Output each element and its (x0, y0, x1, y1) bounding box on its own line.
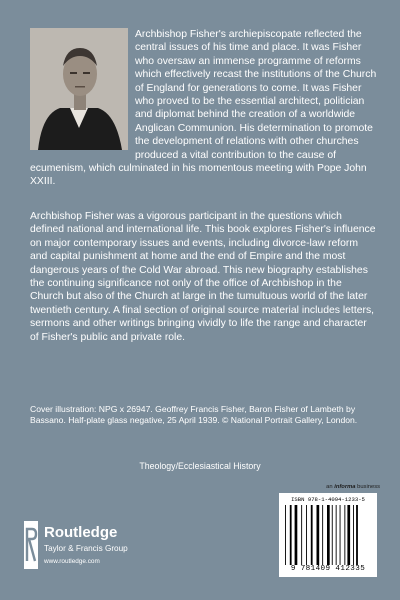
isbn-text: ISBN 978-1-4094-1233-5 (291, 496, 365, 503)
isbn-barcode (279, 493, 377, 577)
informa-suffix: business (357, 484, 380, 490)
informa-prefix: an (326, 484, 333, 490)
intro-text: Archbishop Fisher's archiepiscopate reflected the central issues of his time and place. It was Fisher who oversaw an immense programme of reforms which effectively recast the institutions of the Church of England for generations to come. It was Fisher who proved to be the essential architect, politician and diplomat behind the creation of a worldwide Anglican Communion. His determination to promote the development of relations with other churches produced a vital contribution to the cause of ecumenism, which culminated in his momentous meeting with Pope John XXIII. (30, 29, 377, 188)
publisher-name: Routledge (44, 524, 118, 541)
informa-business-line (326, 484, 380, 490)
routledge-logo (24, 521, 194, 571)
informa-brand: informa (334, 484, 356, 490)
publisher-group: Taylor & Francis Group (44, 544, 128, 553)
body-paragraph: Archbishop Fisher was a vigorous participant in the questions which defined national and international life. This book explores Fisher's influence on major contemporary issues and events, including divorce-law reform and capital punishment at home and the end of Empire and the most dangerous years of the Cold War abroad. This new biography establishes the continuing significance not only of the office of Archbishop in the Church but also of the Church at large in the tumultuous world of the later twentieth century. A final section of original source material includes letters, sermons and other writings bringing vividly to life the range and character of Fisher's public and private role. (30, 211, 376, 343)
intro-paragraph (30, 28, 378, 189)
barcode-digits: 9 781409 412335 (290, 565, 366, 573)
subject-category: Theology/Ecclesiastical History (139, 461, 261, 471)
photo-spacer (30, 28, 128, 150)
cover-caption: Cover illustration: NPG x 26947. Geoffrey Francis Fisher, Baron Fisher of Lambeth by Bassano. Half-plate glass negative, 25 April 1939. © National Portrait Gallery, London. (30, 404, 358, 426)
barcode-bars (283, 505, 373, 565)
routledge-r-mark-icon (24, 521, 38, 569)
publisher-url: www.routledge.com (44, 558, 100, 565)
